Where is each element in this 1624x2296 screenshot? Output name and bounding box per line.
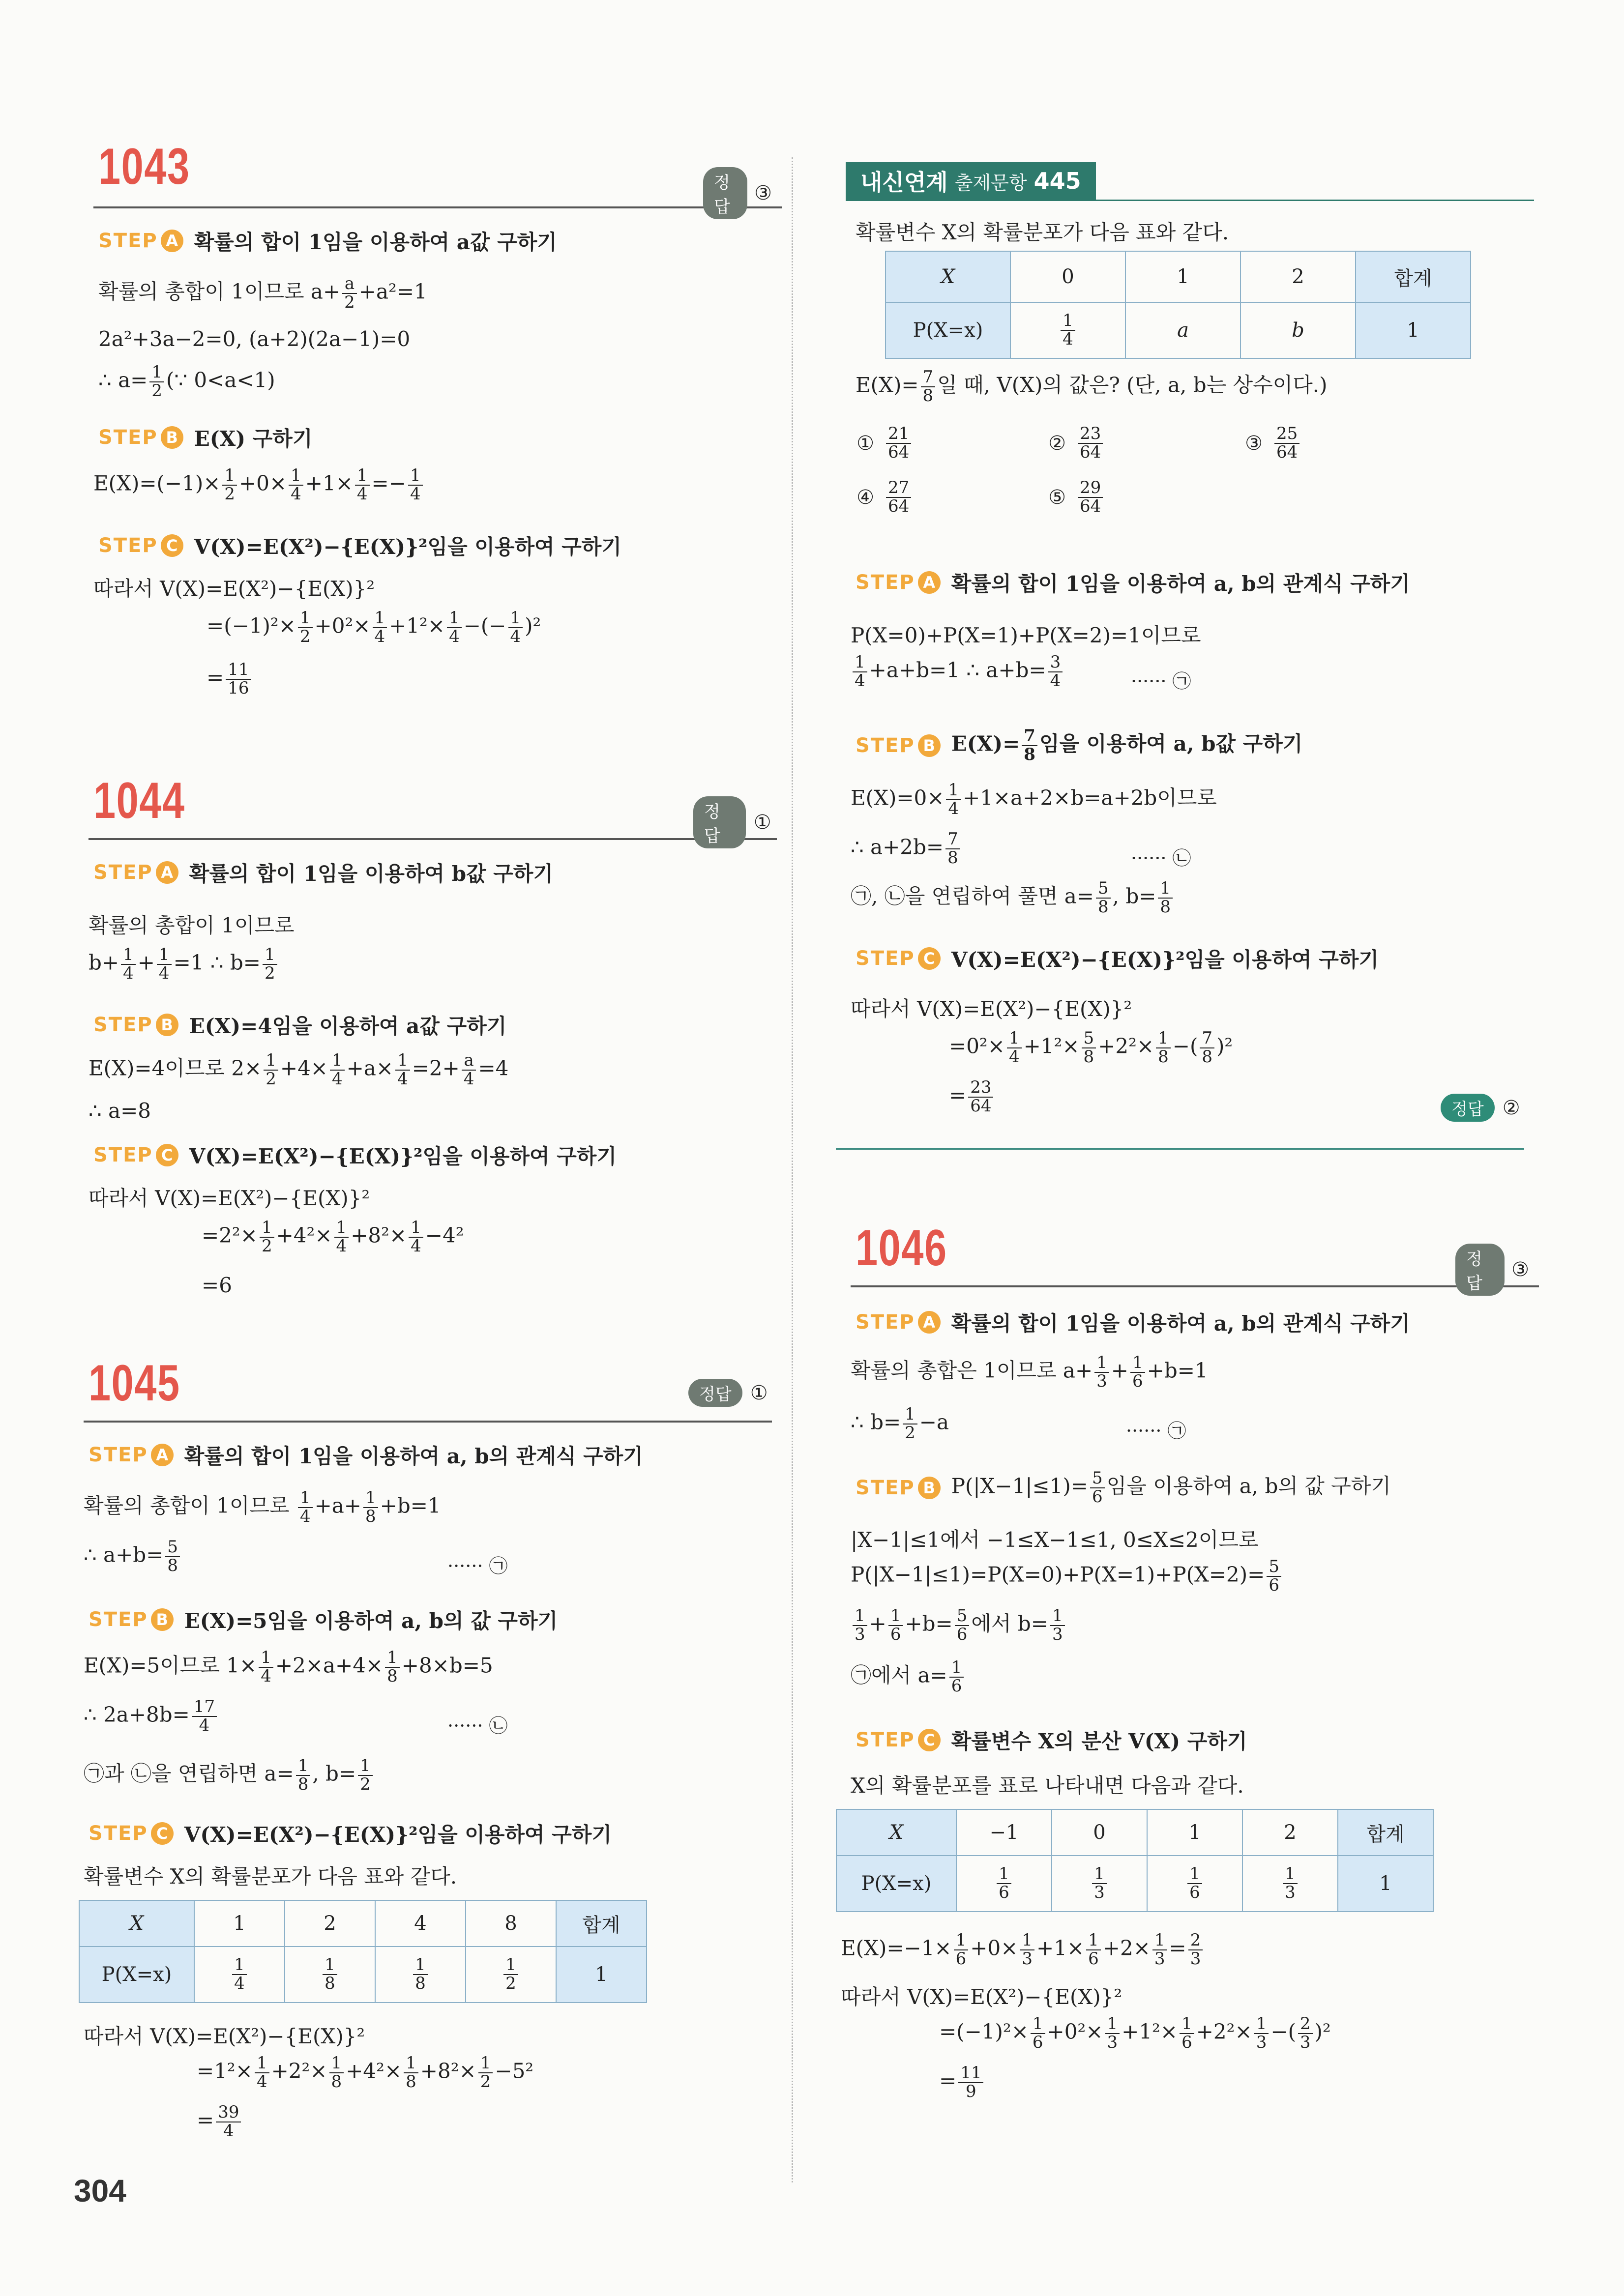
line: = $\frac{11}{16}$ [207, 661, 253, 697]
step-a-1043 [98, 226, 557, 256]
line: 확률의 총합이 1이므로 [89, 913, 295, 937]
page-number: 304 [74, 2173, 126, 2209]
choice-4[interactable]: ④ 27 64 [856, 479, 913, 515]
distribution-table-445: X 0 1 2 합계 P(X=x) $\frac{1}{4}$ a b 1 [885, 251, 1471, 359]
problem-rule [84, 1421, 772, 1423]
step-word: STEP [98, 230, 158, 252]
step-b-445: STEP B E(X)= $\frac{7}{8}$ 임을 이용하여 a, b값 구하기 [856, 726, 1303, 764]
marker: ······ ㉠ [447, 1555, 508, 1577]
step-b-1043: STEP B E(X) 구하기 [98, 426, 313, 451]
line: =(−1)²× $\frac{1}{2}$ +0²× $\frac{1}{4}$ +1²× $\frac{1}{4}$ −(− $\frac{1}{4}$ )² [207, 608, 541, 646]
step-b-1045: STEP B E(X)=5임을 이용하여 a, b의 값 구하기 [89, 1608, 558, 1633]
step-title: 확률의 합이 1임을 이용하여 a값 구하기 [194, 230, 557, 254]
choice-1[interactable]: ① 21 64 [856, 425, 913, 461]
marker: ······ ㉡ [1131, 847, 1191, 869]
choice-2[interactable]: ② 23 64 [1047, 425, 1105, 461]
choice-5[interactable]: ⑤ 29 64 [1047, 479, 1105, 515]
line: X의 확률분포를 표로 나타내면 다음과 같다. [851, 1773, 1244, 1798]
line: 따라서 V(X)=E(X²)−{E(X)}² [84, 2024, 365, 2048]
line: ∴ 2a+8b= $\frac{17}{4}$ [84, 1698, 219, 1734]
line: = $\frac{23}{64}$ [949, 1079, 995, 1115]
line: 확률의 총합이 1이므로 $\frac{1}{4}$ +a+ $\frac{1}{8}$ +b=1 [84, 1488, 441, 1526]
line: E(X)=−1× $\frac{1}{6}$ +0× $\frac{1}{3}$ +1× $\frac{1}{6}$ +2× $\frac{1}{3}$ = $\frac{2}{3}$ [841, 1932, 1205, 1968]
line: =2²× $\frac{1}{2}$ +4²× $\frac{1}{4}$ +8²× $\frac{1}{4}$ −4² [202, 1218, 464, 1256]
marker: ······ ㉠ [1126, 1420, 1186, 1442]
step-a-445: STEP A 확률의 합이 1임을 이용하여 a, b의 관계식 구하기 [856, 571, 1410, 596]
line: 따라서 V(X)=E(X²)−{E(X)}² [841, 1985, 1122, 2009]
answer-pill: 정답 [703, 167, 747, 219]
banner-rule [846, 200, 1534, 201]
distribution-table-1045: X 1 2 4 8 합계 P(X=x) $\frac{1}{4}$ $\frac{1}{8}$ $\frac{1}{8}$ $\frac{1}{2}$ 1 [79, 1900, 647, 2003]
problem-number-1043: 1043 [98, 138, 190, 195]
step-c-1044: STEP C V(X)=E(X²)−{E(X)}²임을 이용하여 구하기 [93, 1144, 617, 1168]
question-text: 확률변수 X의 확률분포가 다음 표와 같다. [856, 220, 1229, 244]
line: P(X=0)+P(X=1)+P(X=2)=1이므로 [851, 623, 1201, 647]
line: 확률변수 X의 확률분포가 다음 표와 같다. [84, 1864, 457, 1889]
answer-1046: 정답 ③ [1455, 1244, 1529, 1296]
line: 확률의 총합이 1이므로 a+ $\frac{a}{2}$ +a²=1 [98, 274, 427, 312]
step-c-1043: STEP C V(X)=E(X²)−{E(X)}²임을 이용하여 구하기 [98, 534, 621, 559]
problem-number-1046: 1046 [856, 1220, 947, 1277]
line: =1²× $\frac{1}{4}$ +2²× $\frac{1}{8}$ +4²× $\frac{1}{8}$ +8²× $\frac{1}{2}$ −5² [197, 2053, 534, 2092]
column-divider [792, 157, 793, 2182]
naesin-banner: 내신연계 출제문항 445 [846, 162, 1096, 200]
distribution-table-1046: X −1 0 1 2 합계 P(X=x) $\frac{1}{6}$ $\frac{1}{3}$ $\frac{1}{6}$ $\frac{1}{3}$ 1 [836, 1809, 1434, 1912]
step-a-1045: STEP A 확률의 합이 1임을 이용하여 a, b의 관계식 구하기 [89, 1444, 643, 1468]
line: =0²× $\frac{1}{4}$ +1²× $\frac{5}{8}$ +2²× $\frac{1}{8}$ −( $\frac{7}{8}$ )² [949, 1028, 1233, 1067]
line: = $\frac{39}{4}$ [197, 2104, 243, 2140]
problem-rule [851, 1285, 1539, 1287]
step-a-1044: STEP A 확률의 합이 1임을 이용하여 b값 구하기 [93, 861, 554, 886]
answer-1044: 정답 ① [693, 796, 772, 848]
line: E(X)=(−1)× $\frac{1}{2}$ +0× $\frac{1}{4}$ +1× $\frac{1}{4}$ =− $\frac{1}{4}$ [93, 467, 425, 503]
answer-445: 정답 ② [1441, 1094, 1521, 1122]
problem-number-1044: 1044 [93, 772, 185, 829]
step-c-445: STEP C V(X)=E(X²)−{E(X)}²임을 이용하여 구하기 [856, 947, 1379, 972]
line: =(−1)²× $\frac{1}{6}$ +0²× $\frac{1}{3}$ +1²× $\frac{1}{6}$ +2²× $\frac{1}{3}$ −( $\frac{2}{3}$ )² [939, 2014, 1331, 2052]
line: $\frac{1}{3}$ + $\frac{1}{6}$ +b= $\frac{5}{6}$ 에서 b= $\frac{1}{3}$ [851, 1607, 1067, 1643]
line: ㉠과 ㉡을 연립하면 a= $\frac{1}{8}$ , b= $\frac{1}{2}$ [84, 1757, 375, 1793]
marker: ······ ㉡ [447, 1715, 508, 1737]
answer-1045: 정답 ① [688, 1379, 769, 1407]
line: ∴ a+2b= $\frac{7}{8}$ [851, 831, 962, 867]
line: 확률의 총합은 1이므로 a+ $\frac{1}{3}$ + $\frac{1}{6}$ +b=1 [851, 1353, 1208, 1391]
line: |X−1|≤1에서 −1≤X−1≤1, 0≤X≤2이므로 [851, 1528, 1259, 1552]
problem-rule [89, 838, 777, 840]
step-b-1044: STEP B E(X)=4임을 이용하여 a값 구하기 [93, 1014, 507, 1038]
condition-text: E(X)= $\frac{7}{8}$ 일 때, V(X)의 값은? (단, a, b는 상수이다.) [856, 367, 1328, 406]
answer-1043 [703, 167, 772, 219]
step-c-1046: STEP C 확률변수 X의 분산 V(X) 구하기 [856, 1729, 1247, 1753]
line: 따라서 V(X)=E(X²)−{E(X)}² [93, 577, 375, 601]
section-rule [836, 1148, 1524, 1150]
line: = $\frac{11}{9}$ [939, 2064, 985, 2100]
choice-3[interactable]: ③ 25 64 [1244, 425, 1301, 461]
line: ∴ a=8 [89, 1099, 151, 1123]
problem-number-1045: 1045 [89, 1355, 180, 1412]
line: =6 [202, 1273, 232, 1297]
step-c-1045: STEP C V(X)=E(X²)−{E(X)}²임을 이용하여 구하기 [89, 1822, 612, 1847]
line: ㉠에서 a= $\frac{1}{6}$ [851, 1659, 966, 1695]
line: 따라서 V(X)=E(X²)−{E(X)}² [89, 1186, 370, 1210]
line: ㉠, ㉡을 연립하여 풀면 a= $\frac{5}{8}$ , b= $\frac{1}{8}$ [851, 880, 1175, 916]
answer-value: ③ [754, 182, 772, 204]
line: $\frac{1}{4}$ +a+b=1 ∴ a+b= $\frac{3}{4}$ [851, 654, 1064, 690]
marker: ······ ㉠ [1131, 670, 1191, 692]
line: ∴ a= $\frac{1}{2}$ (∵ 0<a<1) [98, 362, 275, 401]
line: b+ $\frac{1}{4}$ + $\frac{1}{4}$ =1 ∴ b= $\frac{1}{2}$ [89, 946, 279, 982]
line: ∴ b= $\frac{1}{2}$ −a [851, 1404, 949, 1443]
line: 따라서 V(X)=E(X²)−{E(X)}² [851, 997, 1132, 1021]
line: E(X)=5이므로 1× $\frac{1}{4}$ +2×a+4× $\frac{1}{8}$ +8×b=5 [84, 1648, 493, 1686]
line: E(X)=0× $\frac{1}{4}$ +1×a+2×b=a+2b이므로 [851, 780, 1217, 818]
step-b-1046: STEP B P(|X−1|≤1)= $\frac{5}{6}$ 임을 이용하여 a, b의 값 구하기 [856, 1468, 1391, 1507]
problem-rule [93, 206, 782, 208]
step-a-badge: A [161, 230, 183, 252]
line: P(|X−1|≤1)=P(X=0)+P(X=1)+P(X=2)= $\frac{5}{6}$ [851, 1558, 1283, 1594]
line: ∴ a+b= $\frac{5}{8}$ [84, 1539, 182, 1574]
step-a-1046: STEP A 확률의 합이 1임을 이용하여 a, b의 관계식 구하기 [856, 1311, 1410, 1336]
line: E(X)=4이므로 2× $\frac{1}{2}$ +4× $\frac{1}{4}$ +a× $\frac{1}{4}$ =2+ $\frac{a}{4}$ =4 [89, 1050, 509, 1089]
line: 2a²+3a−2=0, (a+2)(2a−1)=0 [98, 327, 411, 351]
